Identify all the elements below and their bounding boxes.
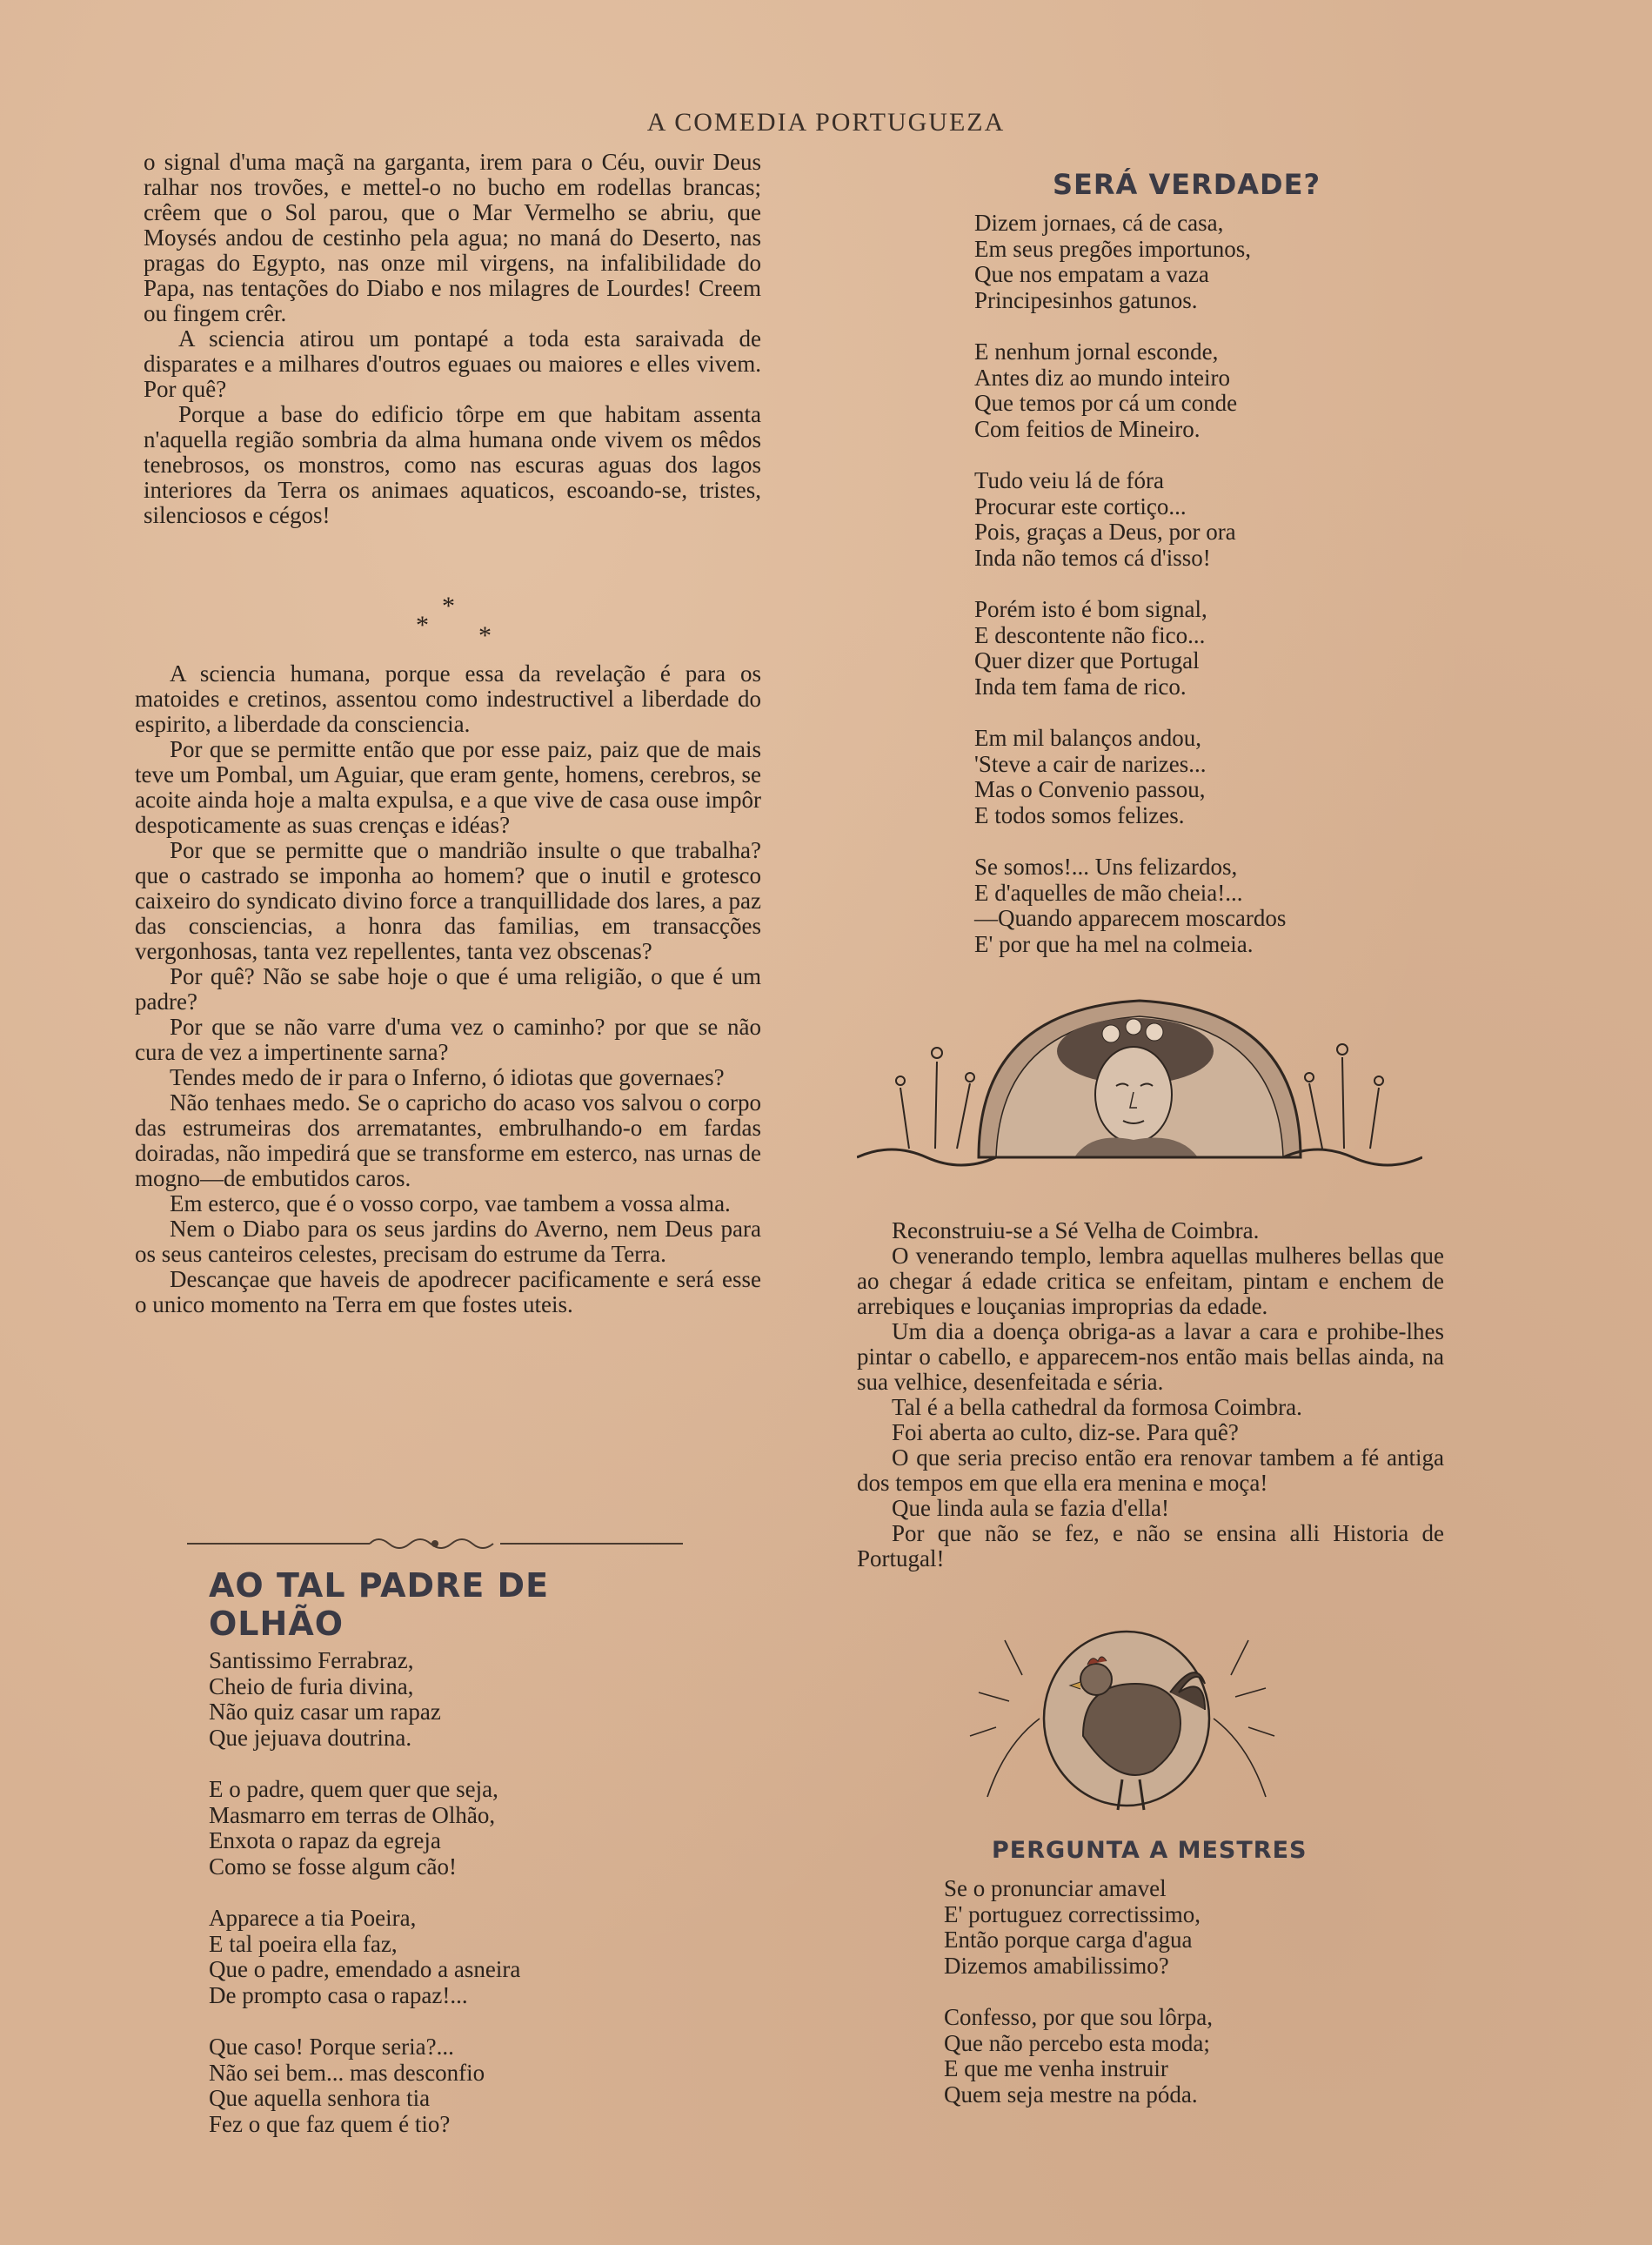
asterisk: *: [416, 611, 429, 640]
asterisk: *: [442, 592, 455, 620]
poem-sera-verdade: [974, 167, 1461, 983]
verse-line: Procurar este cortiço...: [974, 493, 1187, 519]
paragraph: Tal é a bella cathedral da formosa Coimbra.: [892, 1394, 1302, 1420]
stanza: [209, 2034, 696, 2137]
paragraph: O venerando templo, lembra aquellas mulheres bellas que ao chegar á edade critica se enfeitam, pintam e enchem de arrebiques e louçanias improprias da edade.: [857, 1243, 1444, 1319]
rooster-vignette: [953, 1605, 1301, 1823]
stanza: [974, 597, 1461, 700]
stanza: [209, 1906, 696, 2008]
stanza: [974, 339, 1461, 442]
asterisk: *: [478, 621, 492, 650]
stanza: [974, 726, 1461, 828]
paragraph: Não tenhaes medo. Se o capricho do acaso vos salvou o corpo das estrumeiras dos arrematantes, embrulhando-o em fardas doiradas, não impedirá que se transforme em esterco, nas urnas de mogno—de embutidos caros.: [135, 1089, 761, 1191]
verse-line: —Quando apparecem moscardos: [974, 905, 1287, 931]
paragraph: Por que não se fez, e não se ensina alli Historia de Portugal!: [857, 1520, 1444, 1572]
stanza: [974, 468, 1461, 571]
verse-line: Confesso, por que sou lôrpa,: [944, 2004, 1213, 2030]
poem-pergunta-mestres: [944, 1836, 1431, 2134]
paragraph: Descançae que haveis de apodrecer pacificamente e será esse o unico momento na Terra em que fostes uteis.: [135, 1266, 761, 1317]
verse-line: Dizemos amabilissimo?: [944, 1952, 1169, 1979]
stanza: [944, 1876, 1431, 1979]
verse-line: Então porque carga d'agua: [944, 1927, 1193, 1953]
paragraph: Por que se permitte então que por esse paiz, paiz que de mais teve um Pombal, um Aguiar, que eram gente, homens, cerebros, se acoite ainda hoje a malta expulsa, e a que vive de casa ouse impôr despoticamente as suas crenças e idéas?: [135, 736, 761, 838]
verse-line: Com feitios de Mineiro.: [974, 415, 1201, 442]
left-column-top: [144, 150, 761, 528]
verse-line: Que aquella senhora tia: [209, 2085, 431, 2111]
verse-line: Que temos por cá um conde: [974, 390, 1238, 416]
verse-line: De prompto casa o rapaz!...: [209, 1981, 468, 2008]
verse-line: Fez o que faz quem é tio?: [209, 2110, 451, 2137]
paragraph: O que seria preciso então era renovar tambem a fé antiga dos tempos em que ella era menina e moça!: [857, 1444, 1444, 1496]
verse-line: Quem seja mestre na póda.: [944, 2081, 1198, 2108]
verse-line: Quer dizer que Portugal: [974, 647, 1200, 674]
stanza: [974, 211, 1461, 313]
stanza: [974, 854, 1461, 957]
paragraph: Porque a base do edificio tôrpe em que habitam assenta n'aquella região sombria da alma humana onde vivem os mêdos tenebrosos, os monstros, como nas escuras aguas dos lagos interiores da Terra os animaes aquaticos, escoando-se, tristes, silenciosos e cégos!: [144, 401, 761, 528]
verse-line: E que me venha instruir: [944, 2055, 1168, 2081]
paragraph: Por quê? Não se sabe hoje o que é uma religião, o que é um padre?: [135, 963, 761, 1015]
verse-line: Que o padre, emendado a asneira: [209, 1956, 521, 1982]
verse-line: Dizem jornaes, cá de casa,: [974, 210, 1224, 236]
portrait-woman-vignette: [857, 983, 1422, 1175]
verse-line: Que caso! Porque seria?...: [209, 2034, 454, 2060]
verse-line: Cheio de furia divina,: [209, 1672, 414, 1699]
verse-line: E d'aquelles de mão cheia!...: [974, 879, 1243, 906]
verse-line: Inda não temos cá d'isso!: [974, 544, 1211, 571]
paragraph: Por que se permitte que o mandrião insulte o que trabalha? que o castrado se imponha ao homem? que o inutil e grotesco caixeiro do syndicato divino force a tranquillidade dos lares, a paz das consciencias, a honra das familias, em transacções vergonhosas, tanta vez repellentes, tanta vez obscenas?: [135, 837, 761, 964]
verse-line: Antes diz ao mundo inteiro: [974, 364, 1230, 391]
paragraph: o signal d'uma maçã na garganta, irem para o Céu, ouvir Deus ralhar nos trovões, e mettel-o no bucho em rodellas brancas; crêem que o Sol parou, que o Mar Vermelho se abriu, que Moysés andou de cestinho pela agua; no maná do Deserto, nas pragas do Egypto, nas onze mil virgens, na infalibilidade do Papa, nas tentações do Diabo e nos milagres de Lourdes! Creem ou fingem crêr.: [144, 149, 761, 326]
section-break: [391, 592, 513, 653]
paragraph: A sciencia atirou um pontapé a toda esta saraivada de disparates e a milhares d'outros eguaes ou maiores e elles vivem. Por quê?: [144, 325, 761, 402]
verse-line: Enxota o rapaz da egreja: [209, 1827, 441, 1853]
verse-line: Masmarro em terras de Olhão,: [209, 1801, 496, 1828]
verse-line: Pois, graças a Deus, por ora: [974, 519, 1236, 545]
verse-line: Não sei bem... mas desconfio: [209, 2059, 485, 2086]
left-column-bottom: [135, 661, 761, 1317]
verse-line: Santissimo Ferrabraz,: [209, 1647, 414, 1673]
verse-line: Que jejuava doutrina.: [209, 1724, 412, 1751]
verse-line: Como se fosse algum cão!: [209, 1853, 457, 1880]
paragraph: Reconstruiu-se a Sé Velha de Coimbra.: [892, 1217, 1260, 1243]
poem-padre-olhao: [209, 1566, 696, 2163]
poem-title: AO TAL PADRE DE OLHÃO: [209, 1566, 550, 1643]
verse-line: E todos somos felizes.: [974, 801, 1185, 828]
verse-line: E descontente não fico...: [974, 621, 1206, 648]
running-head: A COMEDIA PORTUGUEZA: [646, 108, 1006, 137]
verse-line: Em seus pregões importunos,: [974, 235, 1251, 262]
verse-line: Que não percebo esta moda;: [944, 2029, 1210, 2056]
verse-line: E' portuguez correctissimo,: [944, 1900, 1201, 1927]
paragraph: A sciencia humana, porque essa da revelação é para os matoides e cretinos, assentou como indestructivel a liberdade do espirito, a liberdade da consciencia.: [135, 660, 761, 737]
verse-line: Apparece a tia Poeira,: [209, 1905, 417, 1931]
poem-title: SERÁ VERDADE?: [1053, 168, 1321, 201]
verse-line: Em mil balanços andou,: [974, 725, 1201, 751]
ornament-divider: [187, 1534, 683, 1553]
verse-line: E nenhum jornal esconde,: [974, 338, 1219, 365]
paragraph: Foi aberta ao culto, diz-se. Para quê?: [892, 1419, 1239, 1445]
verse-line: Não quiz casar um rapaz: [209, 1699, 441, 1725]
verse-line: Tudo veiu lá de fóra: [974, 467, 1164, 493]
verse-line: E tal poeira ella faz,: [209, 1930, 398, 1957]
paragraph: Que linda aula se fazia d'ella!: [892, 1495, 1169, 1521]
poem-title: PERGUNTA A MESTRES: [992, 1837, 1308, 1864]
paragraph: Nem o Diabo para os seus jardins do Averno, nem Deus para os seus canteiros celestes, precisam do estrume da Terra.: [135, 1216, 761, 1267]
verse-line: Se somos!... Uns felizardos,: [974, 854, 1238, 880]
paragraph: Por que se não varre d'uma vez o caminho? por que se não cura de vez a impertinente sarna?: [135, 1014, 761, 1065]
verse-line: Principesinhos gatunos.: [974, 286, 1198, 313]
verse-line: E' por que ha mel na colmeia.: [974, 930, 1254, 957]
verse-line: Mas o Convenio passou,: [974, 776, 1206, 802]
paragraph: Tendes medo de ir para o Inferno, ó idiotas que governaes?: [170, 1064, 725, 1090]
stanza: [209, 1648, 696, 1751]
verse-line: Que nos empatam a vaza: [974, 261, 1209, 287]
verse-line: Inda tem fama de rico.: [974, 673, 1187, 700]
verse-line: E o padre, quem quer que seja,: [209, 1776, 498, 1802]
stanza: [944, 2005, 1431, 2108]
verse-line: Se o pronunciar amavel: [944, 1875, 1167, 1901]
verse-line: 'Steve a cair de narizes...: [974, 750, 1207, 777]
stanza: [209, 1777, 696, 1880]
right-column-prose: [857, 1218, 1444, 1572]
paragraph: Um dia a doença obriga-as a lavar a cara e prohibe-lhes pintar o cabello, e apparecem-nos então mais bellas ainda, na sua velhice, desenfeitada e séria.: [857, 1318, 1444, 1395]
paragraph: Em esterco, que é o vosso corpo, vae tambem a vossa alma.: [170, 1190, 731, 1216]
verse-line: Porém isto é bom signal,: [974, 596, 1207, 622]
